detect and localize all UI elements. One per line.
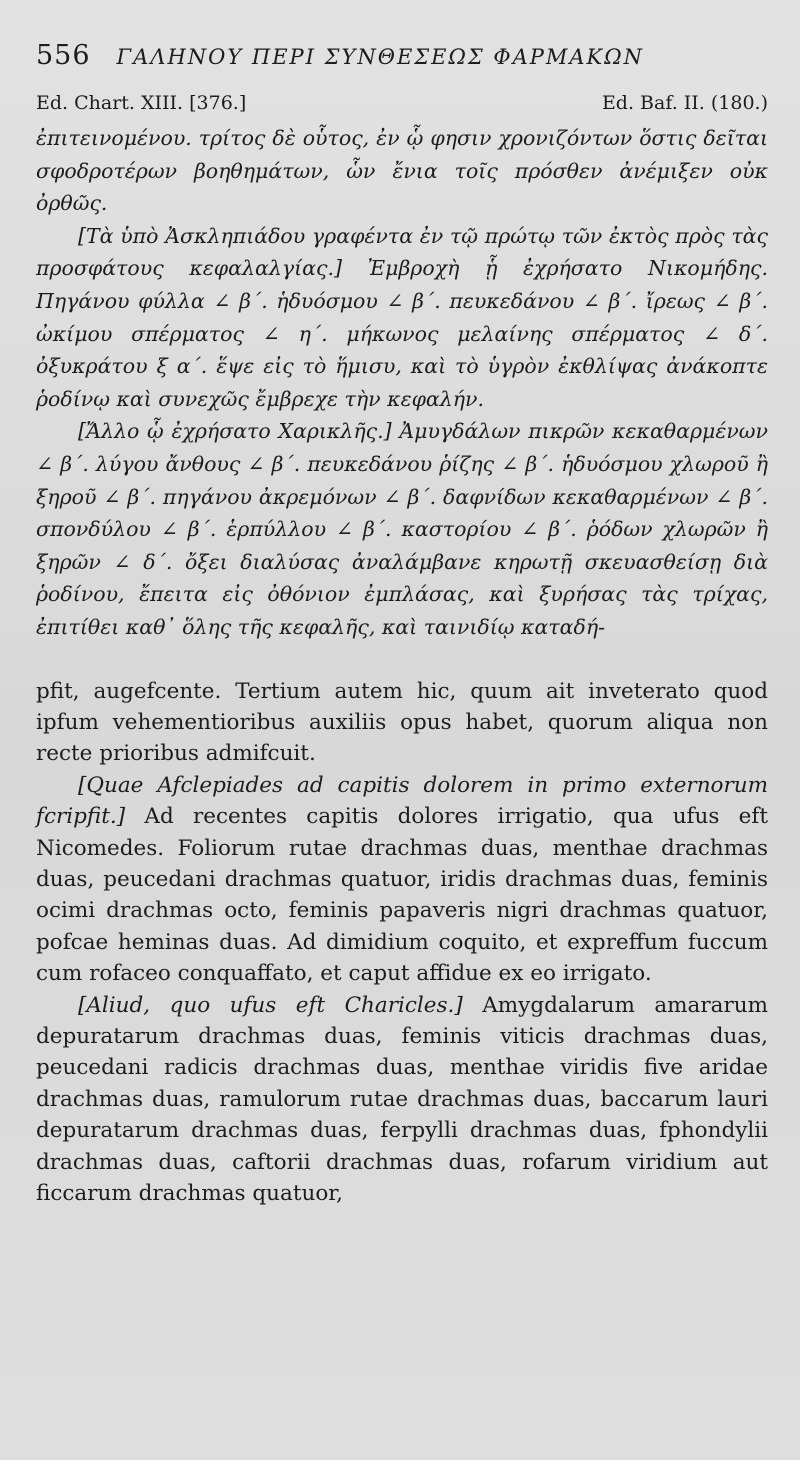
latin-recipe-heading-2: [Aliud, quo ufus eft Charicles.]: [78, 992, 463, 1018]
latin-text-block: [36, 676, 768, 1210]
edition-chartier: Ed. Chart. XIII. [376.]: [36, 92, 247, 114]
greek-recipe-heading-1: [Τὰ ὑπὸ Ἀσκληπιάδου γραφέντα ἐν τῷ πρώτῳ τῶν ἐκτὸς πρὸς τὰς προσφάτους κεφαλαλγίας.]: [36, 223, 768, 281]
greek-paragraph-1: ἐπιτεινομένου. τρίτος δὲ οὗτος, ἐν ᾧ φησιν χρονιζόντων ὅστις δεῖται σφοδροτέρων βοηθημάτων, ὧν ἔνια τοῖς πρόσθεν ἀνέμιξεν οὐκ ὀρθῶς.: [36, 126, 768, 216]
edition-basel: Ed. Baf. II. (180.): [601, 92, 768, 114]
greek-paragraph-3: [36, 415, 768, 643]
greek-recipe-body-2: Ἀμυγδάλων πικρῶν κεκαθαρμένων ∠ β΄. λύγου ἄνθους ∠ β΄. πευκεδάνου ῥίζης ∠ β΄. ἡδυόσμου χλωροῦ ἢ ξηροῦ ∠ β΄. πηγάνου ἀκρεμόνων ∠ β΄. δαφνίδων κεκαθαρμένων ∠ β΄. σπονδύλου ∠ β΄. ἑρπύλλου ∠ β΄. καστορίου ∠ β΄. ῥόδων χλωρῶν ἢ ξηρῶν ∠ δ΄. ὄξει διαλύσας ἀναλάμβανε κηρωτῇ σκευασθείσῃ διὰ ῥοδίνου, ἔπειτα εἰς ὀθόνιον ἐμπλάσας, καὶ ξυρήσας τὰς τρίχας, ἐπιτίθει καθ᾽ ὅλης τῆς κεφαλῆς, καὶ ταινιδίῳ καταδή-: [36, 419, 768, 639]
latin-paragraph-2: [36, 770, 768, 990]
greek-text-block: [36, 122, 768, 644]
running-title: ΓΑΛΗΝΟΥ ΠΕΡΙ ΣΥΝΘΕΣΕΩΣ ΦΑΡΜΑΚΩΝ: [116, 45, 645, 69]
page-header: [36, 40, 768, 86]
latin-paragraph-1: pfit, augefcente. Tertium autem hic, quum ait inveterato quod ipfum vehementioribus auxiliis opus habet, quorum aliqua non recte prioribus admifcuit.: [36, 678, 768, 767]
page-number: 556: [36, 40, 91, 71]
greek-paragraph-2: [36, 220, 768, 416]
edition-references: [36, 92, 768, 120]
greek-recipe-heading-2: [Ἄλλο ᾧ ἐχρήσατο Χαρικλῆς.]: [78, 419, 392, 444]
greek-recipe-body-1: Ἐμβροχὴ ᾗ ἐχρήσατο Νικομήδης. Πηγάνου φύλλα ∠ β΄. ἡδυόσμου ∠ β΄. πευκεδάνου ∠ β΄. ἴρεως ∠ β΄. ὠκίμου σπέρματος ∠ η΄. μήκωνος μελαίνης σπέρματος ∠ δ΄. ὀξυκράτου ξ α΄. ἕψε εἰς τὸ ἥμισυ, καὶ τὸ ὑγρὸν ἐκθλίψας ἀνάκοπτε ῥοδίνῳ καὶ συνεχῶς ἔμβρεχε τὴν κεφαλήν.: [36, 256, 768, 411]
latin-recipe-heading-1: [Quae Afclepiades ad capitis dolorem in primo externorum fcripfit.]: [36, 772, 768, 830]
latin-paragraph-3: [36, 990, 768, 1210]
latin-recipe-body-1: Ad recentes capitis dolores irrigatio, qua ufus eft Nicomedes. Foliorum rutae drachmas duas, menthae drachmas duas, peucedani drachmas quatuor, iridis drachmas duas, feminis ocimi drachmas octo, feminis papaveris nigri drachmas quatuor, pofcae heminas duas. Ad dimidium coquito, et expreffum fuccum cum rofaceo conquaffato, et caput affidue ex eo irrigato.: [36, 804, 768, 987]
latin-recipe-body-2: Amygdalarum amararum depuratarum drachmas duas, feminis viticis drachmas duas, peucedani radicis drachmas duas, menthae viridis five aridae drachmas duas, ramulorum rutae drachmas duas, baccarum lauri depuratarum drachmas duas, ferpylli drachmas duas, fphondylii drachmas duas, caftorii drachmas duas, rofarum viridium aut ficcarum drachmas quatuor,: [36, 992, 768, 1206]
